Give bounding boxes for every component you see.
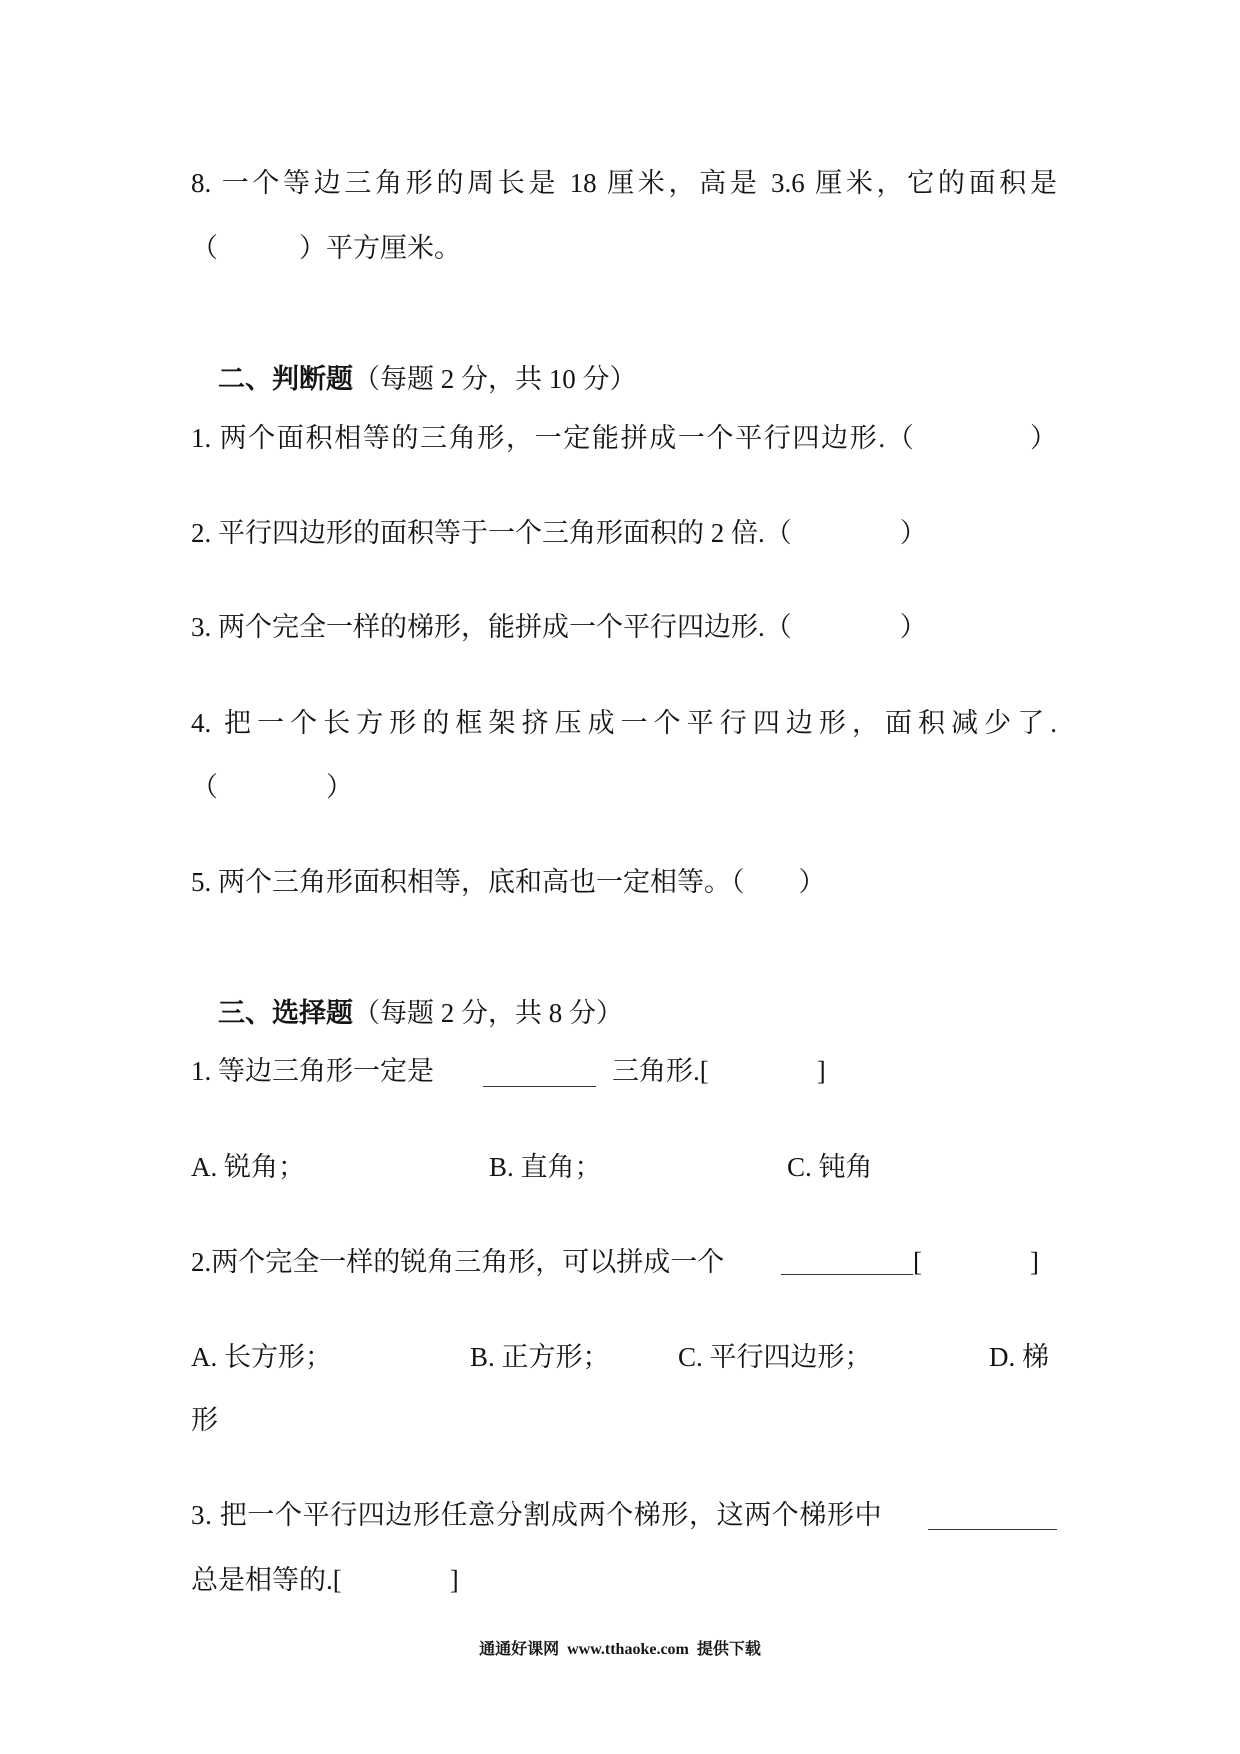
choice-q1-option-b: B. 直角； (489, 1152, 602, 1182)
section-heading-choice (191, 959, 623, 1028)
judgement-item-5: 5. 两个三角形面积相等，底和高也一定相等。（ ） (191, 867, 826, 897)
page-footer-source: 通通好课网 www.tthaoke.com 提供下载 (479, 1641, 761, 1658)
judgement-item-2: 2. 平行四边形的面积等于一个三角形面积的 2 倍.（ ） (191, 518, 927, 548)
section-title: 三、选择题 (218, 998, 353, 1028)
answer-blank-line (928, 1497, 1057, 1530)
choice-q1-text: 1. 等边三角形一定是 (191, 1056, 434, 1086)
judgement-item-4-line-2: （ ） (191, 772, 353, 802)
answer-blank-line (483, 1053, 596, 1087)
choice-q2-option-d-continuation: 形 (191, 1405, 218, 1435)
choice-q1-option-c: C. 钝角 (787, 1152, 873, 1182)
judgement-item-4-line-1: 4. 把一个长方形的框架挤压成一个平行四边形，面积减少了. (191, 708, 1057, 738)
choice-q2-option-a: A. 长方形； (191, 1342, 332, 1372)
choice-q2-answer-bracket: [ ] (913, 1247, 1039, 1277)
section-title: 二、判断题 (218, 364, 353, 394)
judgement-item-1: 1. 两个面积相等的三角形，一定能拼成一个平行四边形.（ ） (191, 423, 1057, 453)
section-score-note: （每题 2 分，共 8 分） (353, 998, 623, 1028)
choice-q2-option-b: B. 正方形； (470, 1342, 610, 1372)
choice-q2-option-c: C. 平行四边形； (678, 1342, 872, 1372)
question-8-line-1: 8. 一个等边三角形的周长是 18 厘米，高是 3.6 厘米，它的面积是 (191, 168, 1057, 198)
choice-q3-line-1: 3. 把一个平行四边形任意分割成两个梯形，这两个梯形中 (191, 1500, 883, 1530)
section-score-note: （每题 2 分，共 10 分） (353, 364, 637, 394)
choice-q2-option-d: D. 梯 (989, 1342, 1049, 1372)
question-8-line-2: （ ）平方厘米。 (191, 233, 461, 263)
section-heading-judgement (191, 325, 637, 394)
choice-q2-text: 2.两个完全一样的锐角三角形，可以拼成一个 (191, 1247, 725, 1277)
judgement-item-3: 3. 两个完全一样的梯形，能拼成一个平行四边形.（ ） (191, 612, 927, 642)
choice-q3-line-2: 总是相等的.[ ] (191, 1565, 459, 1595)
choice-q1-option-a: A. 锐角； (191, 1152, 305, 1182)
answer-blank-line (781, 1244, 913, 1275)
choice-q1-text-after: 三角形.[ ] (612, 1056, 826, 1086)
